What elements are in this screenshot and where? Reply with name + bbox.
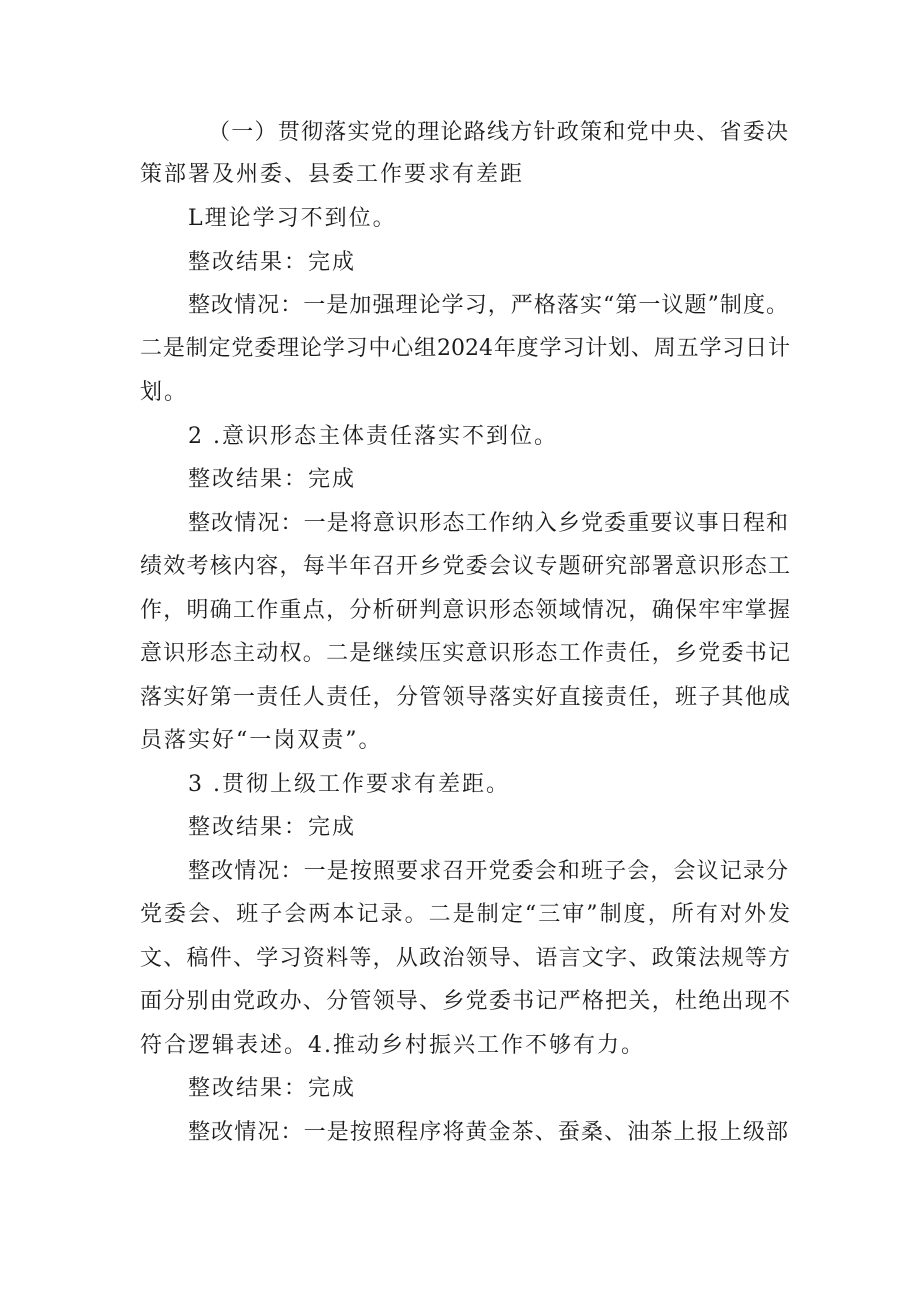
item-1-status-line-2: 二是制定党委理论学习中心组2024年度学习计划、周五学习日计 [140, 336, 790, 361]
item-2-status-line-4: 意识形态主动权。二是继续压实意识形态工作责任，乡党委书记 [140, 641, 790, 666]
item-3-result: 整改结果：完成 [188, 815, 357, 840]
item-2-status-line-1: 整改情况：一是将意识形态工作纳入乡党委重要议事日程和 [188, 511, 788, 536]
item-4-status-line-1: 整改情况：一是按照程序将黄金茶、蚕桑、油茶上报上级部 [188, 1120, 788, 1145]
item-3-title: 3 .贯彻上级工作要求有差距。 [188, 772, 510, 797]
item-2-title: 2 .意识形态主体责任落实不到位。 [188, 424, 558, 449]
item-2-result: 整改结果：完成 [188, 467, 357, 492]
item-1-result: 整改结果：完成 [188, 250, 357, 275]
item-1-title: L理论学习不到位。 [188, 206, 397, 231]
item-1-status-line-3: 划。 [140, 380, 189, 405]
item-1-status-line-1: 整改情况：一是加强理论学习，严格落实“第一议题”制度。 [188, 293, 788, 318]
item-3-status-line-5: 符合逻辑表述。4.推动乡村振兴工作不够有力。 [140, 1033, 645, 1058]
item-2-status-line-2: 绩效考核内容，每半年召开乡党委会议专题研究部署意识形态工 [140, 554, 790, 579]
item-2-status-line-3: 作，明确工作重点，分析研判意识形态领域情况，确保牢牢掌握 [140, 598, 790, 623]
item-3-status-line-3: 文、稿件、学习资料等，从政治领导、语言文字、政策法规等方 [140, 946, 790, 971]
section-heading-line-2: 策部署及州委、县委工作要求有差距 [140, 162, 525, 187]
item-2-status-line-5: 落实好第一责任人责任，分管领导落实好直接责任，班子其他成 [140, 685, 790, 710]
item-3-status-line-1: 整改情况：一是按照要求召开党委会和班子会，会议记录分 [188, 859, 788, 884]
item-3-status-line-2: 党委会、班子会两本记录。二是制定“三审”制度，所有对外发 [140, 902, 790, 927]
item-4-result: 整改结果：完成 [188, 1076, 357, 1101]
item-2-status-line-6: 员落实好“一岗双责”。 [140, 728, 383, 753]
section-heading-line-1: （一）贯彻落实党的理论路线方针政策和党中央、省委决 [208, 120, 788, 145]
item-3-status-line-4: 面分别由党政办、分管领导、乡党委书记严格把关，杜绝出现不 [140, 989, 790, 1014]
